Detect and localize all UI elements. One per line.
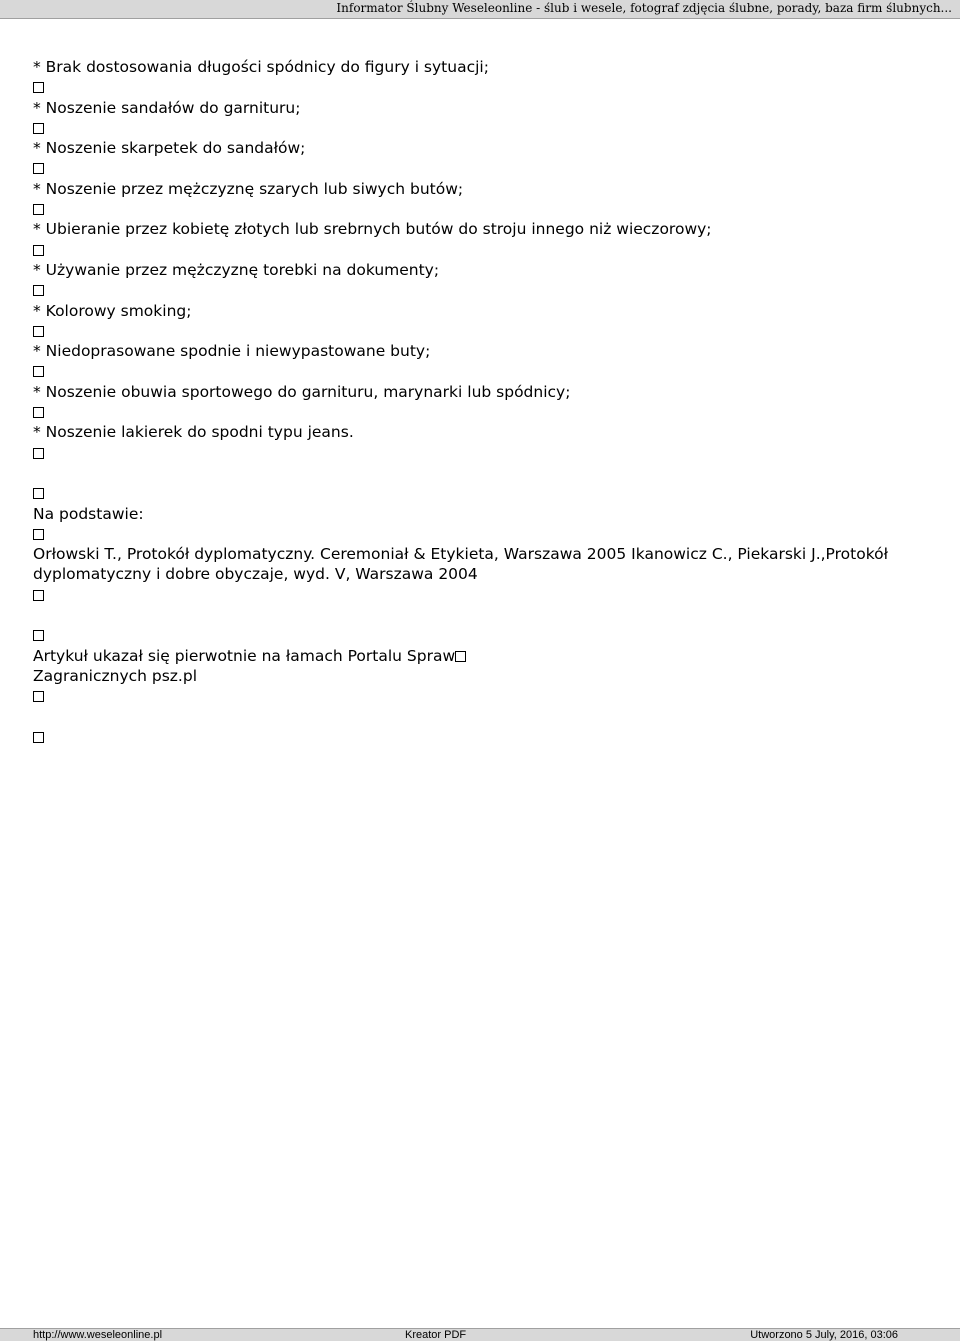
box-glyph-line — [33, 443, 903, 463]
box-glyph-line — [33, 585, 903, 605]
box-glyph-line — [33, 77, 903, 97]
box-glyph-line — [33, 240, 903, 260]
box-glyph-line — [33, 686, 903, 706]
blank-line — [33, 707, 903, 727]
box-glyph-line — [33, 727, 903, 747]
article-note-line — [33, 646, 903, 666]
square-glyph-icon — [33, 82, 44, 93]
footer-url[interactable]: http://www.weseleonline.pl — [33, 1329, 163, 1341]
square-glyph-icon — [33, 366, 44, 377]
source-heading: Na podstawie: — [33, 504, 144, 523]
list-item: * Brak dostosowania długości spódnicy do figury i sytuacji; — [33, 58, 489, 76]
box-glyph-line — [33, 158, 903, 178]
square-glyph-icon — [33, 204, 44, 215]
square-glyph-icon — [33, 691, 44, 702]
list-item: * Kolorowy smoking; — [33, 301, 192, 320]
list-item: * Noszenie sandałów do garnituru; — [33, 98, 301, 117]
list-item: * Noszenie lakierek do spodni typu jeans. — [33, 423, 354, 442]
box-glyph-line — [33, 361, 903, 381]
square-glyph-icon — [33, 529, 44, 540]
square-glyph-icon — [33, 163, 44, 174]
blank-line — [33, 605, 903, 625]
page-footer — [0, 1328, 960, 1341]
box-glyph-line — [33, 524, 903, 544]
page-header — [0, 0, 960, 19]
square-glyph-icon — [33, 590, 44, 601]
square-glyph-icon — [33, 123, 44, 134]
list-item: * Noszenie przez mężczyznę szarych lub siwych butów; — [33, 179, 464, 198]
list-item: * Noszenie obuwia sportowego do garnituru, marynarki lub spódnicy; — [33, 382, 571, 401]
source-text: Orłowski T., Protokół dyplomatyczny. Ceremoniał & Etykieta, Warszawa 2005 Ikanowicz C., Piekarski J.,Protokół dyplomatyczny i dobre obyczaje, wyd. V, Warszawa 2004 — [33, 545, 889, 584]
square-glyph-icon — [455, 651, 466, 662]
square-glyph-icon — [33, 407, 44, 418]
article-content — [33, 57, 903, 747]
box-glyph-line — [33, 199, 903, 219]
box-glyph-line — [33, 321, 903, 341]
footer-creator: Kreator PDF — [405, 1329, 467, 1341]
square-glyph-icon — [33, 326, 44, 337]
box-glyph-line — [33, 118, 903, 138]
header-title: Informator Ślubny Weseleonline - ślub i wesele, fotograf zdjęcia ślubne, porady, baza firm ślubnych... — [336, 1, 952, 15]
footer-created: Utworzono 5 July, 2016, 03:06 — [750, 1329, 898, 1341]
square-glyph-icon — [33, 448, 44, 459]
list-item: * Ubieranie przez kobietę złotych lub srebrnych butów do stroju innego niż wieczorowy; — [33, 220, 712, 239]
square-glyph-icon — [33, 245, 44, 256]
list-item: * Używanie przez mężczyznę torebki na dokumenty; — [33, 260, 440, 279]
article-note-line-2: Zagranicznych psz.pl — [33, 666, 198, 685]
square-glyph-icon — [33, 630, 44, 641]
list-item: * Niedoprasowane spodnie i niewypastowane buty; — [33, 342, 431, 361]
article-note-text: Artykuł ukazał się pierwotnie na łamach Portalu Spraw — [33, 646, 456, 665]
box-glyph-line — [33, 402, 903, 422]
box-glyph-line — [33, 280, 903, 300]
square-glyph-icon — [33, 488, 44, 499]
box-glyph-line — [33, 483, 903, 503]
list-item: * Noszenie skarpetek do sandałów; — [33, 139, 306, 158]
square-glyph-icon — [33, 732, 44, 743]
square-glyph-icon — [33, 285, 44, 296]
blank-line — [33, 463, 903, 483]
box-glyph-line — [33, 625, 903, 645]
